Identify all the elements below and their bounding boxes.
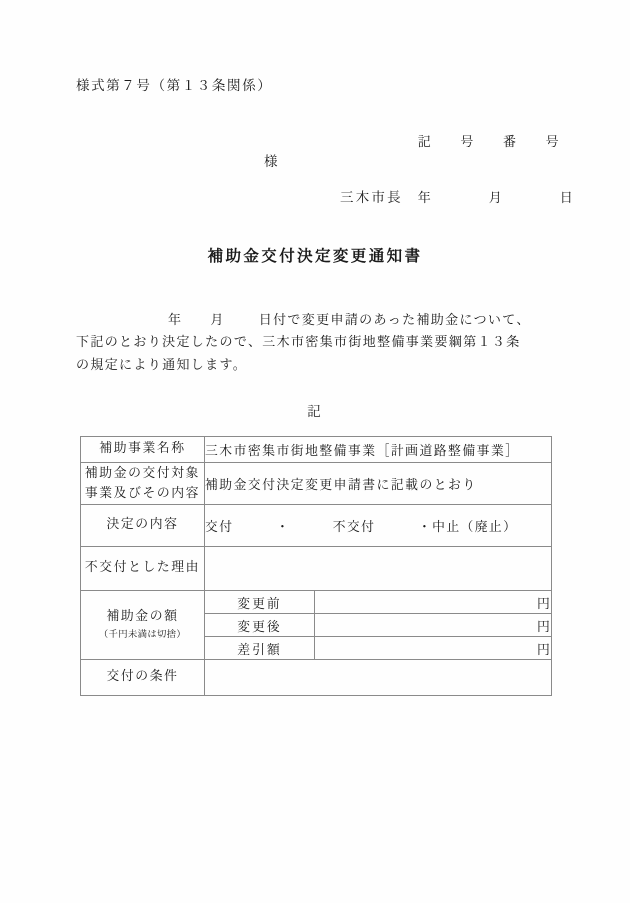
body-line1-rest: 日付で変更申請のあった補助金について、 <box>258 313 531 328</box>
table-row-project-name <box>81 437 552 463</box>
value-decision-content: 交付 ・ 不交付 ・中止（廃止） <box>205 505 552 547</box>
document-reference-block <box>418 96 574 247</box>
table-row-decision-content <box>81 505 552 547</box>
value-target-scope: 補助金交付決定変更申請書に記載のとおり <box>205 463 552 505</box>
table-row-grant-conditions <box>81 660 552 696</box>
value-amount-difference[interactable]: 円 <box>315 637 552 660</box>
table-row-amount-before <box>81 591 552 614</box>
value-grant-conditions[interactable] <box>205 660 552 696</box>
table-row-rejection-reason <box>81 547 552 591</box>
value-amount-before[interactable]: 円 <box>315 591 552 614</box>
label-target-scope-line1: 補助金の交付対象 <box>84 466 201 482</box>
label-subsidy-amount-main: 補助金の額 <box>106 609 179 625</box>
page-title: 補助金交付決定変更通知書 <box>207 246 423 265</box>
label-decision-content: 決定の内容 <box>81 505 205 547</box>
label-project-name: 補助事業名称 <box>81 437 205 463</box>
form-number: 様式第７号（第１３条関係） <box>76 78 273 94</box>
label-subsidy-amount-note: （千円未満は切捨） <box>98 629 187 641</box>
label-target-scope-line2: 事業及びその内容 <box>84 485 201 501</box>
body-month-label: 月 <box>210 313 225 328</box>
label-amount-after: 変更後 <box>205 614 315 637</box>
subsidy-details-table-wrapper <box>80 436 551 696</box>
table-row-target-scope <box>81 463 552 505</box>
label-amount-difference: 差引額 <box>205 637 315 660</box>
date-line: 年 月 日 <box>417 191 574 207</box>
label-grant-conditions: 交付の条件 <box>81 660 205 696</box>
addressee-honorific: 様 <box>264 154 279 170</box>
label-target-scope <box>81 463 205 505</box>
reference-number-line: 記 号 番 号 <box>417 134 560 150</box>
subsidy-details-table <box>80 436 552 696</box>
body-paragraph <box>76 310 556 377</box>
value-amount-after[interactable]: 円 <box>315 614 552 637</box>
value-project-name: 三木市密集市街地整備事業［計画道路整備事業］ <box>205 437 552 463</box>
body-year-label: 年 <box>168 313 183 328</box>
body-line3: の規定により通知します。 <box>76 357 248 373</box>
label-amount-before: 変更前 <box>205 591 315 614</box>
body-line2: 下記のとおり決定したので、三木市密集市街地整備事業要綱第１３条 <box>76 335 521 351</box>
ki-marker: 記 <box>307 404 323 420</box>
label-rejection-reason: 不交付とした理由 <box>81 547 205 591</box>
label-subsidy-amount <box>81 591 205 660</box>
value-rejection-reason[interactable] <box>205 547 552 591</box>
issuer-name: 三木市長 <box>340 190 403 206</box>
